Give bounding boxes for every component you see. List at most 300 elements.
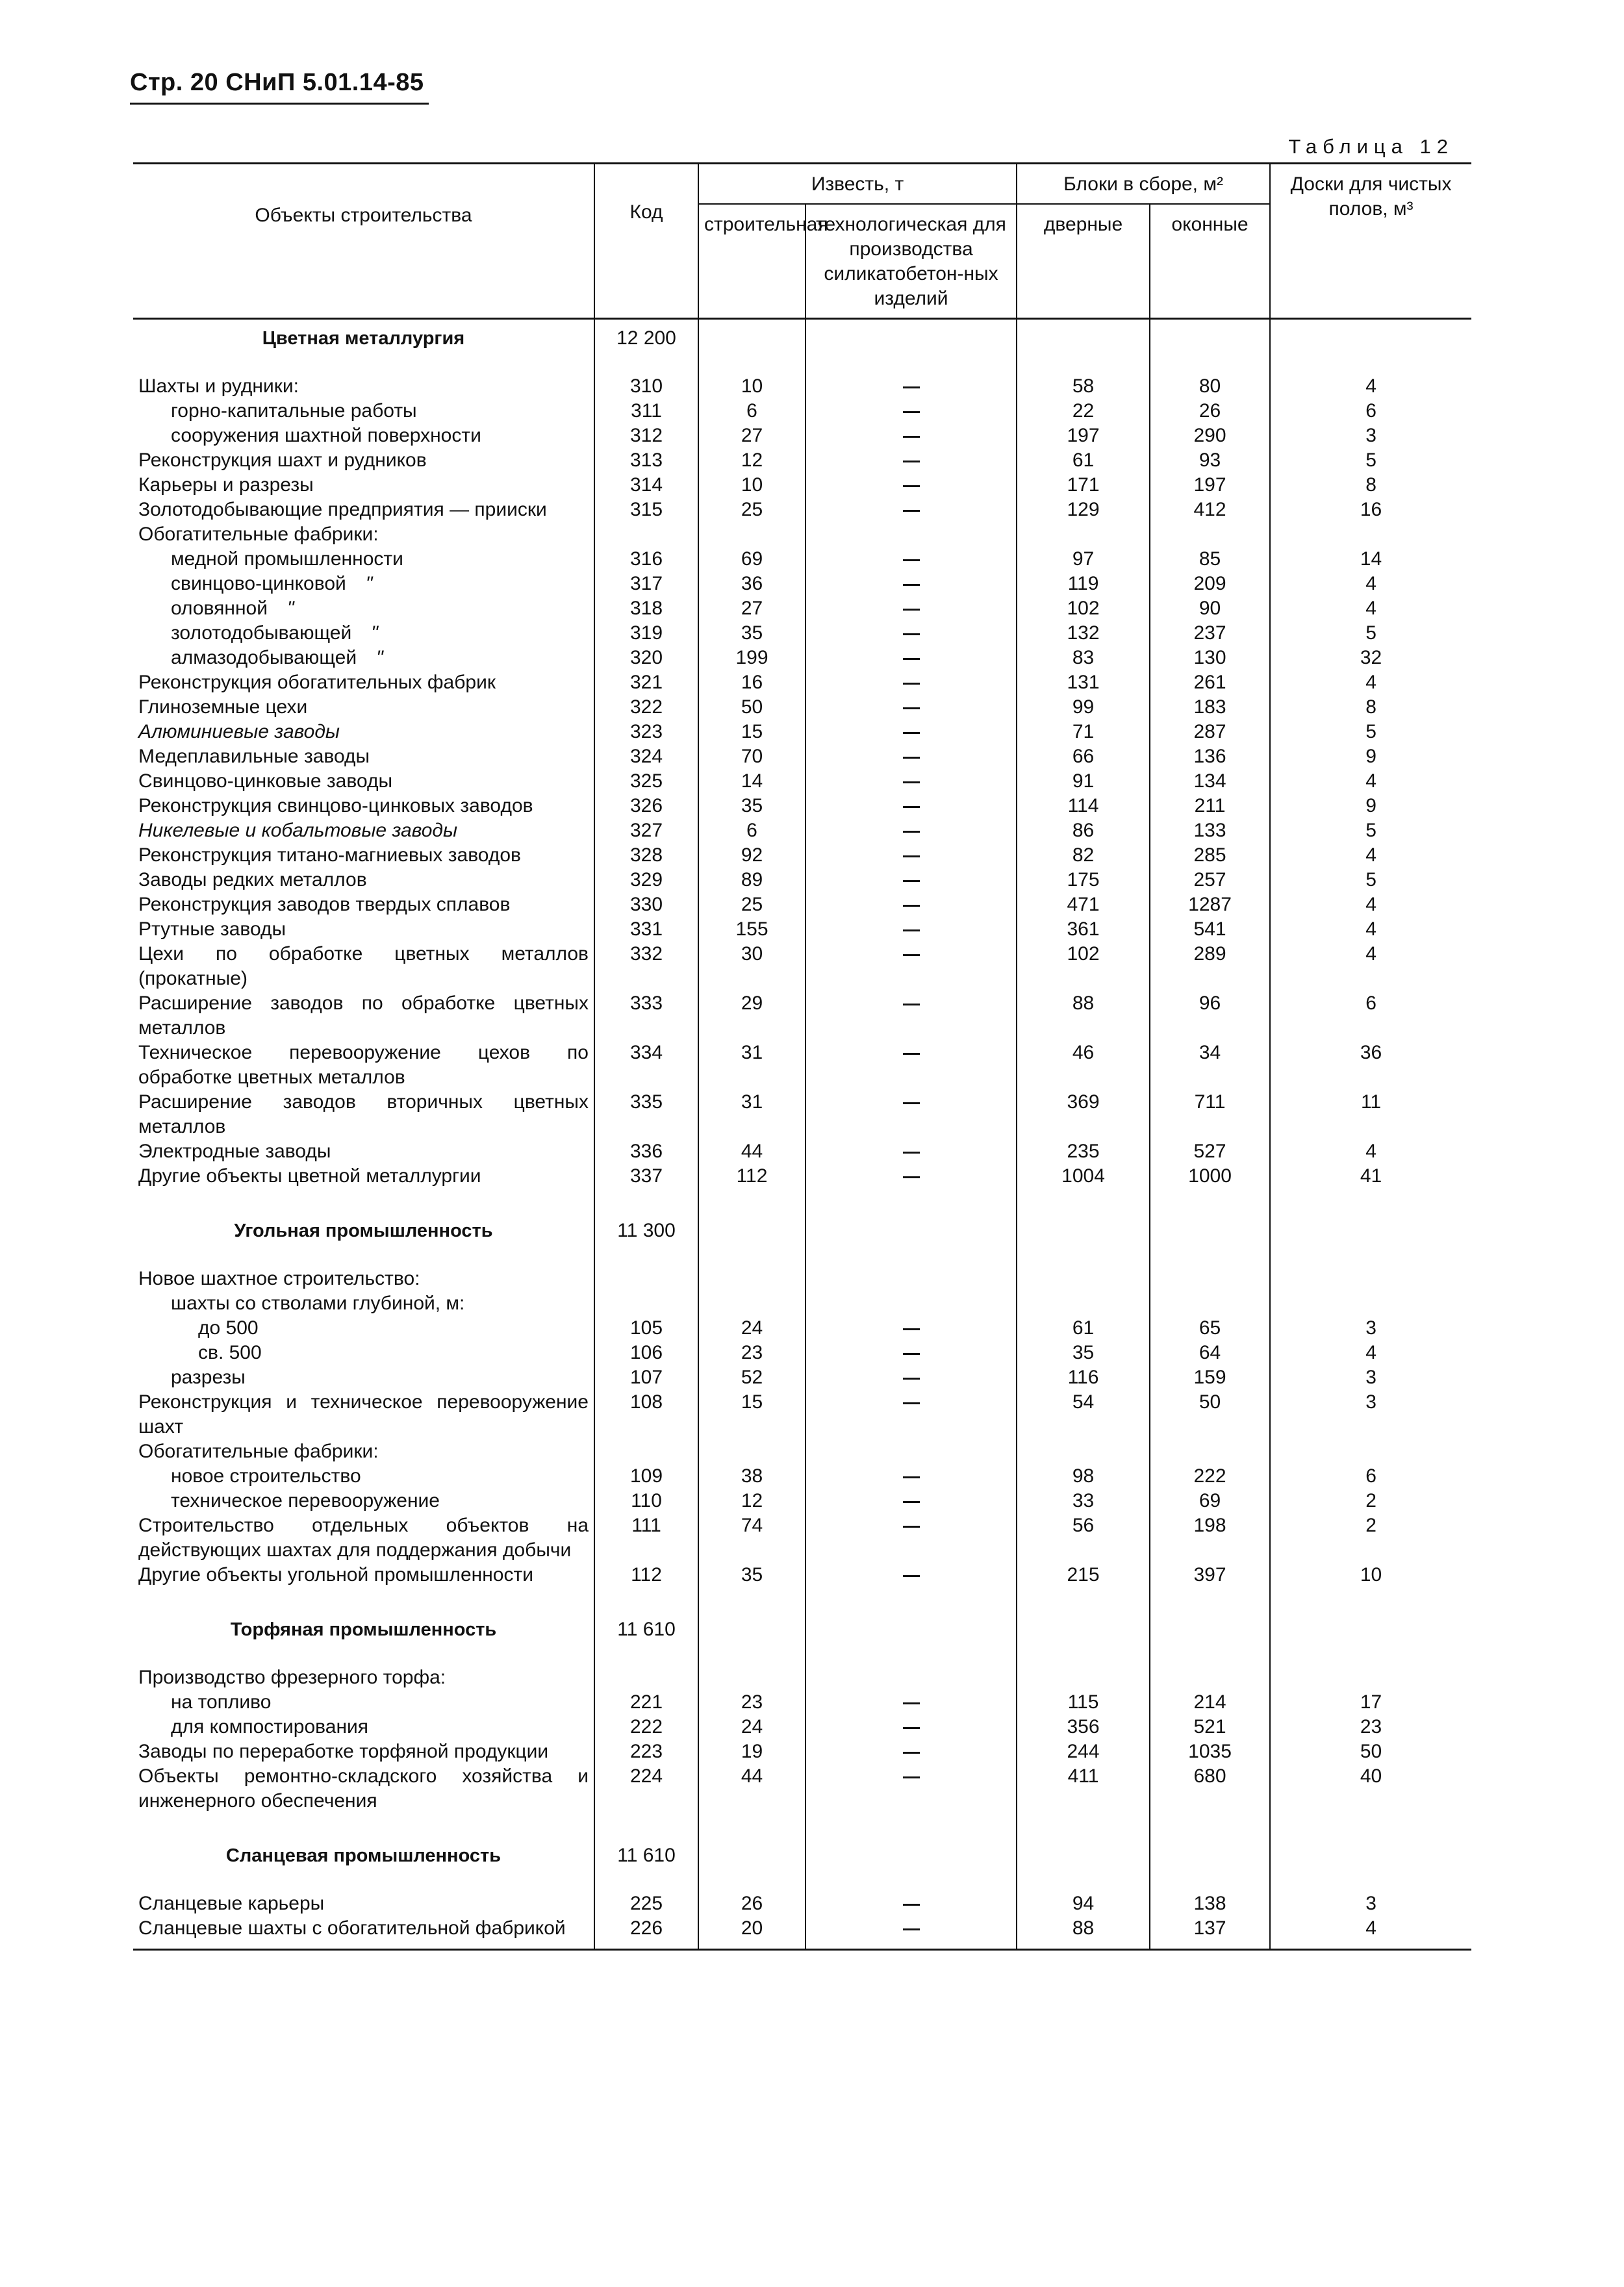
lime-construction-cell: 52 bbox=[698, 1365, 806, 1390]
row-name bbox=[133, 621, 594, 646]
row-name bbox=[133, 1439, 594, 1464]
row-name-text: Реконструкция титано-магниевых заводов bbox=[138, 844, 521, 866]
blocks-window-cell: 130 bbox=[1150, 646, 1270, 670]
section-code: 11 610 bbox=[594, 1837, 698, 1868]
boards-cell: 4 bbox=[1270, 596, 1471, 621]
dash-mark bbox=[903, 1402, 920, 1404]
row-name-text: Глиноземные цехи bbox=[138, 696, 308, 718]
dash-mark bbox=[903, 633, 920, 635]
blocks-window-cell bbox=[1150, 1267, 1270, 1291]
code-cell: 110 bbox=[594, 1489, 698, 1513]
dash-mark bbox=[903, 1328, 920, 1330]
row-name bbox=[133, 1041, 594, 1090]
row-name bbox=[133, 547, 594, 572]
blocks-door-cell: 91 bbox=[1017, 769, 1150, 794]
code-cell: 112 bbox=[594, 1563, 698, 1587]
table-row bbox=[133, 1665, 1471, 1690]
lime-tech-cell bbox=[806, 1563, 1017, 1587]
code-cell bbox=[594, 1291, 698, 1316]
row-name bbox=[133, 473, 594, 498]
row-name bbox=[133, 1690, 594, 1715]
row-name bbox=[133, 818, 594, 843]
code-cell: 329 bbox=[594, 868, 698, 892]
blocks-door-cell: 61 bbox=[1017, 448, 1150, 473]
blocks-door-cell: 102 bbox=[1017, 596, 1150, 621]
table-row bbox=[133, 1341, 1471, 1365]
section-code: 11 300 bbox=[594, 1212, 698, 1243]
blocks-window-cell: 65 bbox=[1150, 1316, 1270, 1341]
dash-mark bbox=[903, 954, 920, 956]
lime-construction-cell: 92 bbox=[698, 843, 806, 868]
lime-tech-cell bbox=[806, 818, 1017, 843]
lime-construction-cell: 38 bbox=[698, 1464, 806, 1489]
blocks-door-cell: 54 bbox=[1017, 1390, 1150, 1439]
dash-mark bbox=[903, 1904, 920, 1906]
code-cell: 108 bbox=[594, 1390, 698, 1439]
row-name-text: Реконструкция заводов твердых сплавов bbox=[138, 894, 511, 915]
section-title: Угольная промышленность bbox=[234, 1220, 493, 1241]
blocks-window-cell: 90 bbox=[1150, 596, 1270, 621]
table-row bbox=[133, 423, 1471, 448]
blocks-window-cell: 680 bbox=[1150, 1764, 1270, 1813]
table-row bbox=[133, 1513, 1471, 1563]
header-blocks: Блоки в сборе, м² bbox=[1017, 164, 1270, 205]
lime-tech-cell bbox=[806, 1690, 1017, 1715]
code-cell: 322 bbox=[594, 695, 698, 720]
boards-cell: 14 bbox=[1270, 547, 1471, 572]
boards-cell: 8 bbox=[1270, 473, 1471, 498]
blocks-door-cell bbox=[1017, 1665, 1150, 1690]
code-cell: 223 bbox=[594, 1739, 698, 1764]
lime-tech-cell bbox=[806, 1041, 1017, 1090]
blocks-door-cell: 115 bbox=[1017, 1690, 1150, 1715]
row-name bbox=[133, 892, 594, 917]
row-name-text: Расширение заводов вторичных цветных металлов bbox=[138, 1091, 589, 1137]
lime-tech-cell bbox=[806, 1341, 1017, 1365]
section-row bbox=[133, 1837, 1471, 1868]
blocks-door-cell: 86 bbox=[1017, 818, 1150, 843]
blocks-window-cell: 64 bbox=[1150, 1341, 1270, 1365]
page-header-rule bbox=[130, 103, 429, 105]
table-row bbox=[133, 991, 1471, 1041]
lime-construction-cell: 74 bbox=[698, 1513, 806, 1563]
code-cell: 320 bbox=[594, 646, 698, 670]
table-row bbox=[133, 818, 1471, 843]
row-name bbox=[133, 794, 594, 818]
boards-cell: 4 bbox=[1270, 1341, 1471, 1365]
code-cell: 321 bbox=[594, 670, 698, 695]
row-name bbox=[133, 1891, 594, 1916]
boards-cell: 2 bbox=[1270, 1489, 1471, 1513]
table-row bbox=[133, 1715, 1471, 1739]
lime-tech-cell bbox=[806, 744, 1017, 769]
dash-mark bbox=[903, 1526, 920, 1528]
lime-construction-cell: 10 bbox=[698, 374, 806, 399]
spacer-row bbox=[133, 1243, 1471, 1267]
lime-construction-cell: 23 bbox=[698, 1341, 806, 1365]
code-cell: 316 bbox=[594, 547, 698, 572]
dash-mark bbox=[903, 1702, 920, 1704]
dash-mark bbox=[903, 1476, 920, 1478]
lime-tech-cell bbox=[806, 670, 1017, 695]
row-name-text: Реконструкция и техническое перевооружение шахт bbox=[138, 1391, 589, 1437]
blocks-window-cell: 133 bbox=[1150, 818, 1270, 843]
blocks-window-cell: 137 bbox=[1150, 1916, 1270, 1950]
blocks-door-cell: 56 bbox=[1017, 1513, 1150, 1563]
boards-cell: 36 bbox=[1270, 1041, 1471, 1090]
lime-tech-cell bbox=[806, 1464, 1017, 1489]
code-cell bbox=[594, 522, 698, 547]
table-row bbox=[133, 794, 1471, 818]
lime-construction-cell: 27 bbox=[698, 596, 806, 621]
section-row bbox=[133, 319, 1471, 351]
table-row bbox=[133, 1139, 1471, 1164]
lime-tech-cell bbox=[806, 1739, 1017, 1764]
lime-tech-cell bbox=[806, 572, 1017, 596]
boards-cell: 6 bbox=[1270, 399, 1471, 423]
lime-construction-cell: 155 bbox=[698, 917, 806, 942]
header-boards: Доски для чистых полов, м³ bbox=[1270, 164, 1471, 319]
row-name bbox=[133, 1341, 594, 1365]
code-cell: 327 bbox=[594, 818, 698, 843]
section-title: Цветная металлургия bbox=[262, 328, 465, 349]
blocks-window-cell: 198 bbox=[1150, 1513, 1270, 1563]
blocks-door-cell: 235 bbox=[1017, 1139, 1150, 1164]
lime-tech-cell bbox=[806, 448, 1017, 473]
code-cell: 222 bbox=[594, 1715, 698, 1739]
row-name bbox=[133, 1464, 594, 1489]
blocks-window-cell bbox=[1150, 522, 1270, 547]
code-cell: 332 bbox=[594, 942, 698, 991]
boards-cell: 5 bbox=[1270, 818, 1471, 843]
spacer-row bbox=[133, 1813, 1471, 1837]
dash-mark bbox=[903, 929, 920, 931]
blocks-door-cell: 132 bbox=[1017, 621, 1150, 646]
dash-mark bbox=[903, 1378, 920, 1380]
dash-mark bbox=[903, 1353, 920, 1355]
row-name-text: Заводы по переработке торфяной продукции bbox=[138, 1741, 549, 1762]
boards-cell: 8 bbox=[1270, 695, 1471, 720]
dash-mark bbox=[903, 559, 920, 561]
lime-construction-cell: 35 bbox=[698, 621, 806, 646]
table-row bbox=[133, 1739, 1471, 1764]
blocks-door-cell bbox=[1017, 1291, 1150, 1316]
row-name-text: Техническое перевооружение цехов по обработке цветных металлов bbox=[138, 1042, 589, 1088]
table-row bbox=[133, 868, 1471, 892]
blocks-window-cell bbox=[1150, 1291, 1270, 1316]
dash-mark bbox=[903, 485, 920, 487]
row-name bbox=[133, 572, 594, 596]
blocks-window-cell: 397 bbox=[1150, 1563, 1270, 1587]
blocks-window-cell: 237 bbox=[1150, 621, 1270, 646]
lime-construction-cell: 36 bbox=[698, 572, 806, 596]
blocks-door-cell: 114 bbox=[1017, 794, 1150, 818]
boards-cell: 10 bbox=[1270, 1563, 1471, 1587]
table-row bbox=[133, 596, 1471, 621]
table-row bbox=[133, 547, 1471, 572]
blocks-window-cell: 1000 bbox=[1150, 1164, 1270, 1189]
row-name bbox=[133, 1665, 594, 1690]
boards-cell: 3 bbox=[1270, 1316, 1471, 1341]
row-name-text: сооружения шахтной поверхности bbox=[171, 425, 481, 446]
row-name-text: св. 500 bbox=[198, 1342, 262, 1363]
blocks-window-cell: 289 bbox=[1150, 942, 1270, 991]
row-name-text: Медеплавильные заводы bbox=[138, 746, 370, 767]
dash-mark bbox=[903, 707, 920, 709]
boards-cell: 5 bbox=[1270, 448, 1471, 473]
boards-cell: 3 bbox=[1270, 423, 1471, 448]
blocks-door-cell: 99 bbox=[1017, 695, 1150, 720]
lime-construction-cell: 31 bbox=[698, 1090, 806, 1139]
blocks-window-cell: 96 bbox=[1150, 991, 1270, 1041]
lime-tech-cell bbox=[806, 868, 1017, 892]
dash-mark bbox=[903, 411, 920, 413]
row-name-text: Обогатительные фабрики: bbox=[138, 524, 379, 545]
row-name bbox=[133, 868, 594, 892]
lime-tech-cell bbox=[806, 1316, 1017, 1341]
boards-cell: 3 bbox=[1270, 1365, 1471, 1390]
blocks-door-cell: 46 bbox=[1017, 1041, 1150, 1090]
lime-tech-cell bbox=[806, 695, 1017, 720]
lime-construction-cell: 35 bbox=[698, 1563, 806, 1587]
row-name-text: Ртутные заводы bbox=[138, 918, 286, 940]
boards-cell: 4 bbox=[1270, 769, 1471, 794]
section-code: 11 610 bbox=[594, 1611, 698, 1642]
table-row bbox=[133, 1690, 1471, 1715]
table-row bbox=[133, 917, 1471, 942]
code-cell: 331 bbox=[594, 917, 698, 942]
table-row bbox=[133, 695, 1471, 720]
blocks-door-cell: 88 bbox=[1017, 1916, 1150, 1950]
row-name-text: разрезы bbox=[171, 1367, 246, 1388]
blocks-window-cell: 214 bbox=[1150, 1690, 1270, 1715]
lime-construction-cell: 24 bbox=[698, 1316, 806, 1341]
dash-mark bbox=[903, 609, 920, 611]
table-row bbox=[133, 769, 1471, 794]
lime-construction-cell: 20 bbox=[698, 1916, 806, 1950]
code-cell: 334 bbox=[594, 1041, 698, 1090]
code-cell: 311 bbox=[594, 399, 698, 423]
lime-construction-cell bbox=[698, 522, 806, 547]
dash-mark bbox=[903, 436, 920, 438]
lime-tech-cell bbox=[806, 1916, 1017, 1950]
lime-construction-cell: 24 bbox=[698, 1715, 806, 1739]
dash-mark bbox=[903, 757, 920, 759]
dash-mark bbox=[903, 855, 920, 857]
code-cell: 323 bbox=[594, 720, 698, 744]
row-name bbox=[133, 423, 594, 448]
blocks-door-cell: 369 bbox=[1017, 1090, 1150, 1139]
blocks-door-cell: 171 bbox=[1017, 473, 1150, 498]
boards-cell: 41 bbox=[1270, 1164, 1471, 1189]
lime-construction-cell bbox=[698, 1439, 806, 1464]
blocks-window-cell: 1287 bbox=[1150, 892, 1270, 917]
table-row bbox=[133, 1489, 1471, 1513]
boards-cell bbox=[1270, 1267, 1471, 1291]
boards-cell: 5 bbox=[1270, 720, 1471, 744]
row-name bbox=[133, 1365, 594, 1390]
row-name-text: Никелевые и кобальтовые заводы bbox=[138, 820, 458, 841]
dash-mark bbox=[903, 905, 920, 907]
dash-mark bbox=[903, 683, 920, 685]
lime-tech-cell bbox=[806, 423, 1017, 448]
blocks-door-cell: 88 bbox=[1017, 991, 1150, 1041]
lime-construction-cell: 69 bbox=[698, 547, 806, 572]
header-lime: Известь, т bbox=[698, 164, 1017, 205]
blocks-window-cell: 26 bbox=[1150, 399, 1270, 423]
code-cell bbox=[594, 1439, 698, 1464]
blocks-window-cell: 93 bbox=[1150, 448, 1270, 473]
boards-cell: 6 bbox=[1270, 991, 1471, 1041]
row-name-text: оловянной bbox=[171, 598, 268, 619]
blocks-window-cell: 69 bbox=[1150, 1489, 1270, 1513]
lime-construction-cell: 50 bbox=[698, 695, 806, 720]
lime-tech-cell bbox=[806, 917, 1017, 942]
boards-cell: 5 bbox=[1270, 868, 1471, 892]
row-name-text: новое строительство bbox=[171, 1465, 361, 1487]
boards-cell: 40 bbox=[1270, 1764, 1471, 1813]
blocks-window-cell: 285 bbox=[1150, 843, 1270, 868]
code-cell: 318 bbox=[594, 596, 698, 621]
code-cell: 109 bbox=[594, 1464, 698, 1489]
header-objects: Объекты строительства bbox=[133, 164, 594, 319]
lime-tech-cell bbox=[806, 843, 1017, 868]
code-cell: 105 bbox=[594, 1316, 698, 1341]
lime-tech-cell bbox=[806, 522, 1017, 547]
code-cell: 317 bbox=[594, 572, 698, 596]
lime-tech-cell bbox=[806, 1139, 1017, 1164]
row-name bbox=[133, 399, 594, 423]
dash-mark bbox=[903, 1102, 920, 1104]
lime-construction-cell: 199 bbox=[698, 646, 806, 670]
blocks-window-cell: 211 bbox=[1150, 794, 1270, 818]
code-cell bbox=[594, 1665, 698, 1690]
boards-cell: 4 bbox=[1270, 942, 1471, 991]
row-name bbox=[133, 374, 594, 399]
lime-tech-cell bbox=[806, 374, 1017, 399]
blocks-door-cell: 361 bbox=[1017, 917, 1150, 942]
code-cell: 333 bbox=[594, 991, 698, 1041]
ditto-mark: " bbox=[371, 622, 378, 644]
lime-tech-cell bbox=[806, 720, 1017, 744]
lime-construction-cell: 16 bbox=[698, 670, 806, 695]
dash-mark bbox=[903, 584, 920, 586]
dash-mark bbox=[903, 880, 920, 882]
blocks-window-cell bbox=[1150, 1665, 1270, 1690]
row-name-text: Другие объекты цветной металлургии bbox=[138, 1165, 481, 1187]
blocks-door-cell: 356 bbox=[1017, 1715, 1150, 1739]
code-cell: 319 bbox=[594, 621, 698, 646]
blocks-door-cell: 197 bbox=[1017, 423, 1150, 448]
table-row bbox=[133, 892, 1471, 917]
boards-cell: 3 bbox=[1270, 1891, 1471, 1916]
dash-mark bbox=[903, 461, 920, 462]
lime-construction-cell: 70 bbox=[698, 744, 806, 769]
row-name bbox=[133, 917, 594, 942]
table-row bbox=[133, 498, 1471, 522]
table-row bbox=[133, 448, 1471, 473]
row-name bbox=[133, 1164, 594, 1189]
dash-mark bbox=[903, 1053, 920, 1055]
code-cell: 330 bbox=[594, 892, 698, 917]
table-row bbox=[133, 621, 1471, 646]
lime-tech-cell bbox=[806, 1665, 1017, 1690]
dash-mark bbox=[903, 510, 920, 512]
boards-cell: 32 bbox=[1270, 646, 1471, 670]
boards-cell: 4 bbox=[1270, 1916, 1471, 1950]
table-row bbox=[133, 1316, 1471, 1341]
lime-tech-cell bbox=[806, 547, 1017, 572]
table-row bbox=[133, 720, 1471, 744]
section-code: 12 200 bbox=[594, 319, 698, 351]
boards-cell: 4 bbox=[1270, 572, 1471, 596]
section-title: Сланцевая промышленность bbox=[225, 1845, 501, 1866]
row-name-text: алмазодобывающей bbox=[171, 647, 357, 668]
lime-construction-cell: 12 bbox=[698, 448, 806, 473]
row-name bbox=[133, 646, 594, 670]
table-row bbox=[133, 1390, 1471, 1439]
table-row bbox=[133, 1164, 1471, 1189]
spacer-row bbox=[133, 1868, 1471, 1891]
blocks-window-cell: 711 bbox=[1150, 1090, 1270, 1139]
row-name bbox=[133, 942, 594, 991]
ditto-mark: " bbox=[286, 598, 294, 619]
section-row bbox=[133, 1212, 1471, 1243]
lime-construction-cell: 26 bbox=[698, 1891, 806, 1916]
lime-tech-cell bbox=[806, 596, 1017, 621]
page-header: Стр. 20 СНиП 5.01.14-85 bbox=[130, 69, 424, 96]
header-blocks-window: оконные bbox=[1150, 204, 1270, 319]
blocks-window-cell: 34 bbox=[1150, 1041, 1270, 1090]
table-row bbox=[133, 843, 1471, 868]
table-row bbox=[133, 1563, 1471, 1587]
row-name-text: до 500 bbox=[198, 1317, 259, 1339]
lime-construction-cell: 35 bbox=[698, 794, 806, 818]
lime-tech-cell bbox=[806, 1891, 1017, 1916]
table-row bbox=[133, 522, 1471, 547]
row-name-text: Сланцевые шахты с обогатительной фабрикой bbox=[138, 1917, 566, 1939]
blocks-door-cell: 58 bbox=[1017, 374, 1150, 399]
section-title: Торфяная промышленность bbox=[230, 1619, 497, 1640]
blocks-window-cell: 222 bbox=[1150, 1464, 1270, 1489]
row-name-text: горно-капитальные работы bbox=[171, 400, 417, 422]
row-name bbox=[133, 720, 594, 744]
boards-cell: 2 bbox=[1270, 1513, 1471, 1563]
table-row bbox=[133, 670, 1471, 695]
dash-mark bbox=[903, 732, 920, 734]
row-name bbox=[133, 744, 594, 769]
boards-cell bbox=[1270, 1439, 1471, 1464]
row-name bbox=[133, 498, 594, 522]
blocks-door-cell: 33 bbox=[1017, 1489, 1150, 1513]
row-name-text: Карьеры и разрезы bbox=[138, 474, 314, 496]
code-cell: 328 bbox=[594, 843, 698, 868]
boards-cell: 4 bbox=[1270, 843, 1471, 868]
blocks-door-cell: 116 bbox=[1017, 1365, 1150, 1390]
blocks-door-cell bbox=[1017, 1439, 1150, 1464]
blocks-window-cell bbox=[1150, 1439, 1270, 1464]
dash-mark bbox=[903, 1928, 920, 1930]
row-name-text: золотодобывающей bbox=[171, 622, 352, 644]
blocks-window-cell: 209 bbox=[1150, 572, 1270, 596]
blocks-door-cell: 119 bbox=[1017, 572, 1150, 596]
header-code: Код bbox=[594, 164, 698, 319]
code-cell: 225 bbox=[594, 1891, 698, 1916]
code-cell: 310 bbox=[594, 374, 698, 399]
table-row bbox=[133, 473, 1471, 498]
lime-construction-cell: 30 bbox=[698, 942, 806, 991]
blocks-door-cell: 102 bbox=[1017, 942, 1150, 991]
